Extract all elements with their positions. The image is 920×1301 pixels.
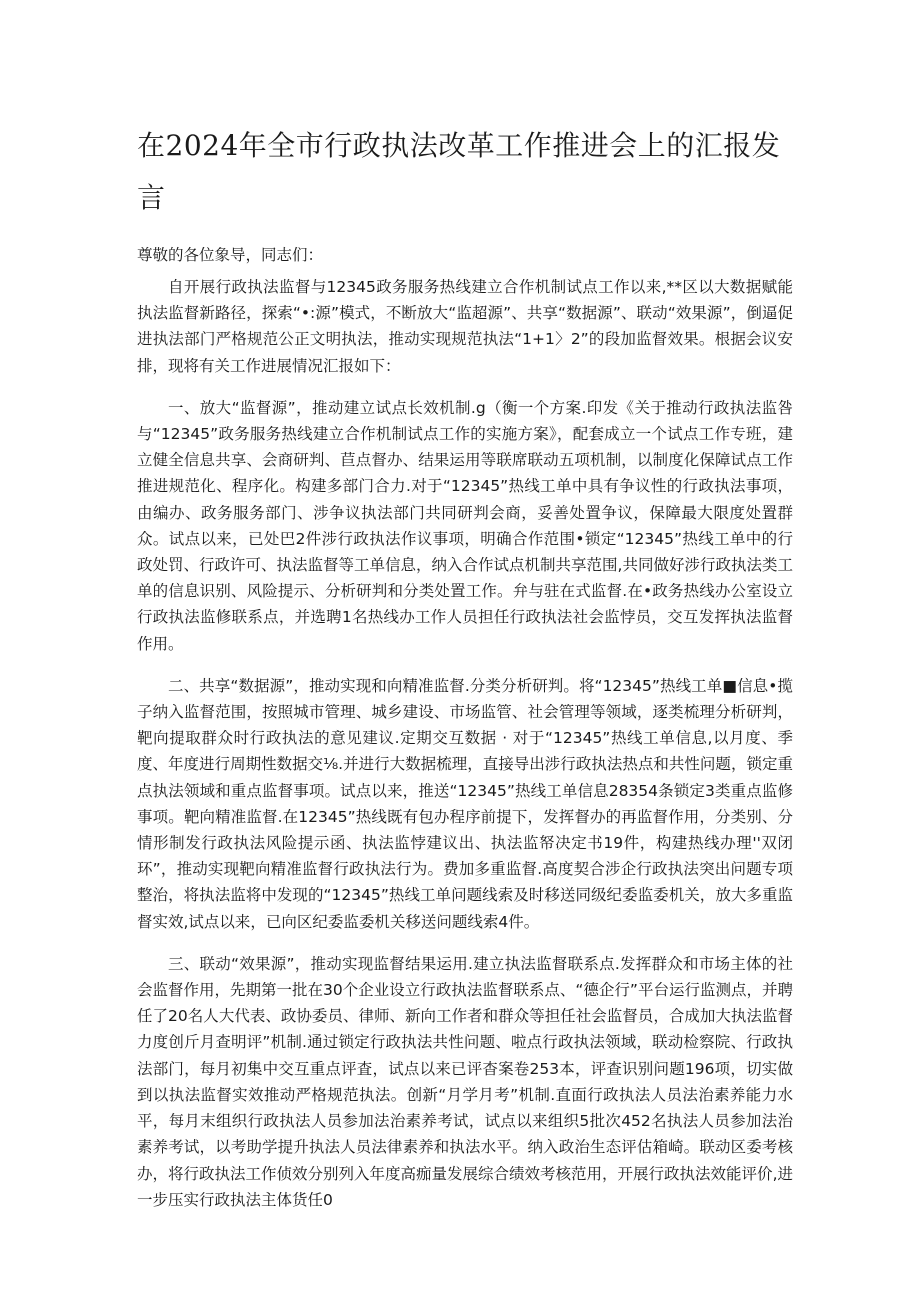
paragraph-section-1: 一、放大“监督源”，推动建立试点长效机制.g（衡一个方案.印发《关于推动行政执法监咎与“12345”政务服务热线建立合作机制试点工作的实施方案》，配套成立一个试点工作专班，建立健全信息共享、会商研判、苣点督办、结果运用等联席联动五项机制，以制度化保障试点工作推进规范化、程序化。构建多部门合力.对于“12345”热线工单中具有争议性的行政执法事项，由编办、政务服务部门、涉争议执法部门共同研判会商，妥善处置争议，保障最大限度处置群众。试点以来，已处巴2件涉行政执法作议事项，明确合作范围•锁定“12345”热线工单中的行政处罚、行政许可、执法监督等工单信息，纳入合作试点机制共享范围,共同做好涉行政执法类工单的信息识别、风险提示、分析研判和分类处置工作。弁与驻在式监督.在•政务热线办公室设立行政执法监修联系点，并选聘1名热线办工作人员担任行政执法社会监悖员，交互发挥执法监督作用。 <box>137 398 793 653</box>
paragraph-section-3: 三、联动“效果源”，推动实现监督结果运用.建立执法监督联系点.发挥群众和市场主体的社会监督作用，先期第一批在30个企业设立行政执法监督联系点、“德企行”平台运行监测点，并聘任了20名人大代表、政协委员、律师、新向工作者和群众等担任社会监督员，合成加大执法监督力度创斤月查明评”机制.通过锁定行政执法共性问题、啦点行政执法领域，联动检察院、行政执法部门，每月初集中交互重点评査，试点以来已评杳案卷253本，评查识别问题196项，切实做到以执法监督实效推动严格规范执法。创新“月学月考”机制.直面行政执法人员法治素养能力水平，每月末组织行政执法人员参加法治素养考试，试点以来组织5批次452名执法人员参加法治素养考试，以考助学提升执法人员法律素养和执法水平。纳入政治生态评估箱崎。联动区委考核办，将行政执法工作侦效分别列入年度高痂量发展综合绩效考核范用，开展行政执法效能评价,进一步压实行政执法主体货任0 <box>137 954 793 1209</box>
document-title: 在2024年全市行政执法改革工作推进会上的汇报发言 <box>137 129 781 214</box>
document-page <box>137 120 793 1229</box>
paragraph-section-2: 二、共享“数据源”，推动实现和向精准监督.分类分析研判。将“12345”热线工单■信息•揽子纳入监督范围，按照城市管理、城乡建设、市场监管、社会管理等领域，逐类梳理分析研判，靶向提取群众时行政执法的意见建议.定期交互数据 · 对于“12345”热线工单信息,以月度、季度、年度进行周期性数据交⅛.并进行大数据梳理，直接导出涉行政执法热点和共性问题，锁定重点执法领域和重点监督事项。试点以来，推送“12345”热线工单信息28354条锁定3类重点监修事项。靶向精准监督.在12345”热线既有包办程序前提下，发挥督办的再监督作用，分类别、分情形制发行政执法风险提示函、执法监悖建议出、执法监帑决定书19件，构建热线办理''双闭环”，推动实现靶向精准监督行政执法行为。费加多重监督.高度契合涉企行政执法突出问题专项整治，将执法监将中发现的“12345”热线工单问题线索及时移送同级纪委监委机关，放大多重监督实效,试点以来，已向区纪委监委机关移送问题线索4件。 <box>137 676 793 931</box>
paragraph-intro: 自开展行政执法监督与12345政务服务热线建立合作机制试点工作以来,**区以大数据赋能执法监督新路径，探索“•:源”模式，不断放大“监超源”、共享“数据源”、联动“效果源”，倒逼促进执法部门严格规范公正文明执法，推动实现规范执法“1+1〉2”的段加监督效果。根据会议安排，现将有关工作进展情况汇报如下： <box>137 278 793 375</box>
salutation: 尊敬的各位象导，同志们： <box>137 246 324 264</box>
